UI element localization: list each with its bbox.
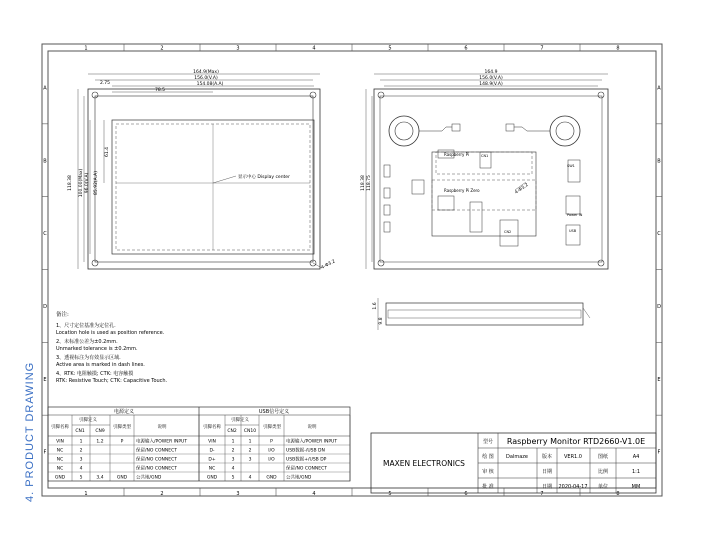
center-label: 显示中心 Display center (238, 175, 290, 180)
note-line: Active area is marked in dash lines. (56, 362, 145, 368)
frame-ruler (42, 44, 662, 497)
dim-text: 118.38 (361, 175, 366, 191)
ruler-row-label: A (657, 85, 661, 92)
dim-text: 9.8 (379, 317, 384, 325)
usb-table-cell: 4 (231, 466, 235, 472)
power-table-cell: 3,4 (96, 475, 104, 481)
label-scale: 比例 (597, 469, 609, 475)
ruler-column-label: 8 (616, 45, 620, 52)
ruler-column-label: 2 (160, 45, 164, 52)
dim-text: 100.00(Max) (79, 168, 84, 198)
ruler-column-label: 4 (312, 491, 316, 497)
power-in-port (566, 196, 580, 214)
usb-sub-col: CN10 (243, 429, 257, 434)
ruler-column-label: 2 (160, 491, 164, 497)
label-design: 绘 图 (482, 454, 494, 460)
power-table-cell: NC (56, 466, 64, 472)
side-title: 4. PRODUCT DRAWING (24, 361, 36, 502)
pi-board (432, 152, 536, 236)
title-block (371, 433, 656, 493)
hole-label: 4-Φ3.2 (514, 182, 530, 196)
ruler-column-label: 6 (464, 491, 468, 497)
ruler-column-label: 5 (388, 45, 392, 52)
ruler-row-label: F (43, 449, 47, 456)
ruler-row-label: D (657, 303, 661, 310)
label-size: 图纸 (597, 454, 609, 460)
speaker-connector (506, 124, 514, 131)
dim-text: 156.0(V.A) (194, 76, 218, 81)
label-model: 型号 (482, 439, 494, 445)
power-table-cell: 公共地/GND (136, 475, 162, 481)
power-sub-col: CN1 (75, 429, 85, 434)
notes-block (56, 310, 168, 384)
dim-text: 85.92(A.A) (94, 171, 99, 195)
ruler-column-label: 8 (616, 491, 620, 497)
ruler-column-label: 5 (388, 491, 392, 497)
dim-text: 118.75 (367, 175, 372, 191)
ruler-row-label: F (657, 449, 661, 456)
usb-table-cell: 公共地/GND (286, 475, 312, 481)
usb-table-cell: 3 (248, 457, 252, 463)
ruler-row-label: E (43, 376, 47, 383)
usb-table-cell: 2 (231, 448, 235, 454)
company-name: MAXEN ELECTRONICS (383, 459, 465, 468)
label-check: 审 核 (482, 469, 494, 475)
pi-zero-label: Raspberry Pi Zero (444, 188, 480, 193)
ruler-column-label: 1 (84, 45, 88, 52)
cn2-label: CN2 (504, 230, 512, 234)
ruler-row-label: E (657, 376, 661, 383)
power-table-cell: 电源输入/POWER INPUT (136, 439, 188, 445)
ruler-column-label: 3 (236, 45, 240, 52)
power-table-cell: VIN (56, 439, 64, 445)
side-view (372, 298, 590, 330)
usb-header-no: 引脚定义 (231, 418, 249, 423)
side-outline (386, 303, 583, 325)
side-key (384, 188, 390, 198)
button-component (412, 180, 424, 194)
speaker-wire (419, 127, 452, 131)
power-table-cell: 保留/NO CONNECT (136, 466, 178, 472)
dim-text: 1.6 (373, 302, 378, 310)
power-table-title: 电源定义 (113, 409, 135, 415)
power-header-desc: 说明 (157, 425, 167, 430)
dim-text: 96.0(V.A) (85, 172, 90, 194)
usb-table-cell: D+ (208, 457, 216, 463)
usb-table-title: USB信号定义 (258, 409, 290, 415)
designer: Dalmaze (506, 454, 528, 460)
back-inner (380, 96, 602, 262)
ruler-row-label: C (657, 231, 661, 238)
speaker-wire (514, 127, 550, 131)
label-version: 版本 (541, 454, 553, 460)
speaker-right (550, 116, 580, 146)
usb-header-desc: 说明 (307, 425, 317, 430)
dim-text: 61.4 (105, 146, 110, 158)
back-hole (378, 92, 384, 98)
speaker-left-inner (395, 122, 413, 140)
dim-text: 154.08(A.A) (196, 82, 224, 87)
outer-frame (42, 44, 662, 496)
speaker-right-inner (556, 122, 574, 140)
usb-table-cell: GND (206, 475, 218, 481)
sw1-label: SW1 (567, 164, 575, 168)
model-name: Raspberry Monitor RTD2660-V1.0E (506, 437, 646, 446)
usb-table-cell: VIN (208, 439, 216, 445)
usb-table-cell: P (270, 439, 273, 445)
pin-tables (48, 407, 350, 481)
side-key (384, 222, 390, 232)
power-header-type: 引脚类型 (113, 425, 131, 430)
usb-table-cell: 2 (248, 448, 252, 454)
usb-table-cell: 保留/NO CONNECT (286, 466, 328, 472)
power-table-cell: 4 (79, 466, 83, 472)
ruler-column-label: 1 (84, 491, 88, 497)
power-table-cell: 保留/NO CONNECT (136, 448, 178, 454)
ruler-column-label: 3 (236, 491, 240, 497)
usb-header-type: 引脚类型 (263, 425, 281, 430)
inner-frame (48, 51, 656, 488)
note-line: 4、RTK: 电阻触摸; CTK: 电容触摸 (56, 371, 134, 377)
hole-label: 4-Φ3.2 (320, 259, 337, 271)
power-table-cell: GND (54, 475, 66, 481)
power-table-cell: 2 (79, 448, 83, 454)
back-hole (378, 260, 384, 266)
ruler-row-label: A (43, 85, 47, 92)
leader-line (583, 308, 590, 318)
unit: MM (631, 484, 641, 490)
back-outline (374, 89, 608, 269)
ruler-row-label: B (43, 158, 47, 165)
power-table-cell: 5 (79, 475, 83, 481)
usb-table-cell: 电源输入/POWER INPUT (286, 439, 338, 445)
power-table-cell: P (120, 439, 124, 445)
speaker-connector (452, 124, 460, 131)
notes-heading: 备注: (56, 312, 69, 318)
power-table-cell: 1,2 (96, 439, 104, 445)
label-unit: 单位 (597, 484, 609, 490)
power-table-cell: 1 (79, 439, 83, 445)
ruler-row-label: D (43, 303, 47, 310)
usb-table-cell: 1 (248, 439, 252, 445)
usb-table-cell: 5 (231, 475, 235, 481)
note-line: 2、未标准公差为±0.2mm. (56, 339, 118, 345)
power-table-cell: NC (56, 457, 64, 463)
label-approve: 批 准 (482, 484, 494, 490)
power-table-cell: 保留/NO CONNECT (136, 457, 178, 463)
dim-text: 164.9(Max) (193, 70, 219, 75)
side-key (384, 165, 390, 177)
note-line: 3、透视标注为有效显示区域. (56, 355, 121, 361)
dim-text: 164.9 (484, 70, 498, 75)
usb-port-right (566, 225, 580, 245)
usb-table-cell: 1 (231, 439, 235, 445)
dim-text: 2.75 (99, 81, 111, 86)
usb-table-cell: NC (208, 466, 216, 472)
dim-text: 156.0(V.A) (479, 76, 503, 81)
note-line: 1、尺寸定位基准为定位孔. (56, 323, 116, 329)
back-hole (598, 260, 604, 266)
ruler-column-label: 4 (312, 45, 316, 52)
dim-text: 148.9(V.A) (479, 82, 503, 87)
paper-size: A4 (632, 454, 640, 460)
note-line: Location hole is used as position reference. (56, 330, 165, 336)
usb-table-cell: USB数据-/USB DN (286, 448, 325, 454)
power-sub-col: CN9 (95, 429, 105, 434)
power-header-no: 引脚定义 (79, 418, 97, 423)
ic-component (438, 196, 454, 210)
leader-line (213, 176, 236, 183)
cn1-label: CN1 (481, 154, 489, 158)
pi-label: Raspberry Pi (444, 152, 470, 157)
power-label: Power IN (567, 213, 583, 217)
back-view (360, 69, 608, 269)
usb-port (470, 202, 482, 232)
back-hole (598, 92, 604, 98)
usb-header-pin: 引脚名称 (203, 425, 221, 430)
usb-table-cell: I/O (268, 457, 275, 463)
note-line: RTK: Resistive Touch; CTK: Capacitive Touch. (56, 378, 168, 384)
front-view (67, 69, 336, 271)
side-panel (388, 310, 581, 318)
dim-text: 78.5 (154, 88, 166, 93)
side-key (384, 205, 390, 215)
scale: 1:1 (631, 469, 641, 475)
dim-text: 118.38 (68, 175, 73, 191)
speaker-left (389, 116, 419, 146)
usb-table-cell: D- (209, 448, 215, 454)
usb-table-cell: GND (266, 475, 277, 481)
usb-sub-col: CN2 (227, 429, 237, 434)
power-table-cell: NC (56, 448, 64, 454)
power-table-cell: GND (116, 475, 128, 481)
ruler-column-label: 7 (540, 491, 544, 497)
usb-table-cell: I/O (268, 448, 275, 454)
note-line: Unmarked tolerance is ±0.2mm. (56, 346, 138, 352)
power-table-cell: 3 (79, 457, 83, 463)
ruler-column-label: 7 (540, 45, 544, 52)
drawing-date: 2020-04-17 (558, 484, 588, 490)
label-date-2: 日期 (541, 484, 553, 490)
usb-table-cell: 3 (231, 457, 235, 463)
ruler-column-label: 6 (464, 45, 468, 52)
ruler-row-label: B (657, 158, 661, 165)
power-header-pin: 引脚名称 (51, 425, 69, 430)
pi-zero-outline (432, 180, 536, 210)
ruler-row-label: C (43, 231, 47, 238)
label-date: 日期 (541, 469, 553, 475)
version: VER1.0 (563, 454, 583, 460)
usb-label: USB (569, 229, 577, 233)
usb-table-cell: 4 (248, 475, 252, 481)
usb-table-cell: USB数据+/USB DP (286, 457, 327, 463)
